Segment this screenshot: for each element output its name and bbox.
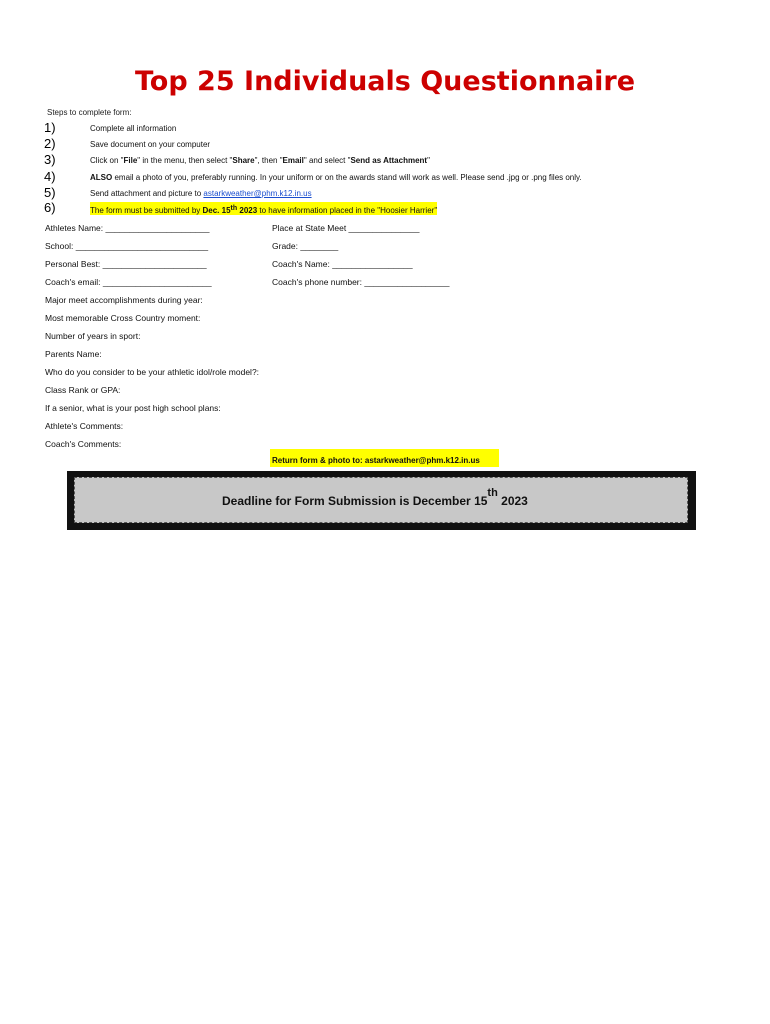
deadline-year: 2023 [497, 494, 528, 508]
step-text-part: ", then " [254, 156, 283, 165]
step-text: Save document on your computer [90, 140, 211, 149]
file-menu-term: File [123, 156, 138, 165]
deadline-main: Deadline for Form Submission is December 15 [222, 494, 488, 508]
step-text-part: " and select " [303, 156, 351, 165]
step-text-part: " in the menu, then select " [137, 156, 233, 165]
post-high-school-field[interactable]: If a senior, what is your post high school plans: [45, 403, 221, 413]
step-text [90, 156, 430, 165]
page-title: Top 25 Individuals Questionnaire [134, 66, 636, 97]
school-field[interactable]: School: ____________________________ [45, 241, 209, 251]
athletes-name-field[interactable]: Athletes Name: ______________________ [45, 223, 210, 233]
send-attachment-term: Send as Attachment [350, 156, 428, 165]
email-link[interactable]: astarkweather@phm.k12.in.us [203, 189, 312, 198]
step-text-part: Send attachment and picture to [90, 189, 204, 198]
step-text-part: " [427, 156, 430, 165]
athletic-idol-field[interactable]: Who do you consider to be your athletic idol/role model?: [45, 367, 260, 377]
step-number: 4) [44, 169, 56, 184]
coach-email-field[interactable]: Coach's email: _______________________ [45, 277, 212, 287]
step-text-part: The form must be submitted by [90, 206, 203, 215]
deadline-text [222, 487, 528, 508]
step-text [90, 173, 582, 182]
coach-phone-field[interactable]: Coach's phone number: __________________ [272, 277, 450, 287]
deadline-ordinal: th [487, 487, 498, 499]
place-at-state-field[interactable]: Place at State Meet _______________ [272, 223, 420, 233]
also-term: ALSO [90, 173, 113, 182]
grade-field[interactable]: Grade: ________ [272, 241, 339, 251]
step-number: 3) [44, 152, 56, 167]
return-instructions [270, 449, 499, 467]
step-text [90, 189, 312, 198]
memorable-moment-field[interactable]: Most memorable Cross Country moment: [45, 313, 201, 323]
share-term: Share [232, 156, 255, 165]
step-number: 2) [44, 136, 56, 151]
step-text-part: email a photo of you, preferably running. In your uniform or on the awards stand will work as well. Please send .jpg or .png files only. [112, 173, 582, 182]
deadline-banner [67, 471, 696, 530]
parents-name-field[interactable]: Parents Name: [45, 349, 102, 359]
submit-date: Dec. 15 [202, 206, 231, 215]
steps-label: Steps to complete form: [47, 108, 132, 117]
step-number: 5) [44, 185, 56, 200]
deadline-box [74, 477, 688, 523]
email-term: Email [282, 156, 304, 165]
step-number: 6) [44, 200, 56, 215]
date-ordinal: th [230, 205, 238, 212]
step-text-highlighted [90, 202, 437, 215]
step-text: Complete all information [90, 124, 177, 133]
step-number: 1) [44, 120, 56, 135]
athlete-comments-field[interactable]: Athlete's Comments: [45, 421, 124, 431]
personal-best-field[interactable]: Personal Best: ______________________ [45, 259, 207, 269]
major-meet-field[interactable]: Major meet accomplishments during year: [45, 295, 203, 305]
coach-name-field[interactable]: Coach's Name: _________________ [272, 259, 413, 269]
class-rank-field[interactable]: Class Rank or GPA: [45, 385, 121, 395]
step-text-part: Click on " [90, 156, 124, 165]
submit-year: 2023 [237, 206, 258, 215]
years-in-sport-field[interactable]: Number of years in sport: [45, 331, 141, 341]
step-text-part: to have information placed in the "Hoosier Harrier" [257, 206, 438, 215]
coach-comments-field[interactable]: Coach's Comments: [45, 439, 122, 449]
return-text: Return form & photo to: astarkweather@phm.k12.in.us [272, 456, 480, 465]
